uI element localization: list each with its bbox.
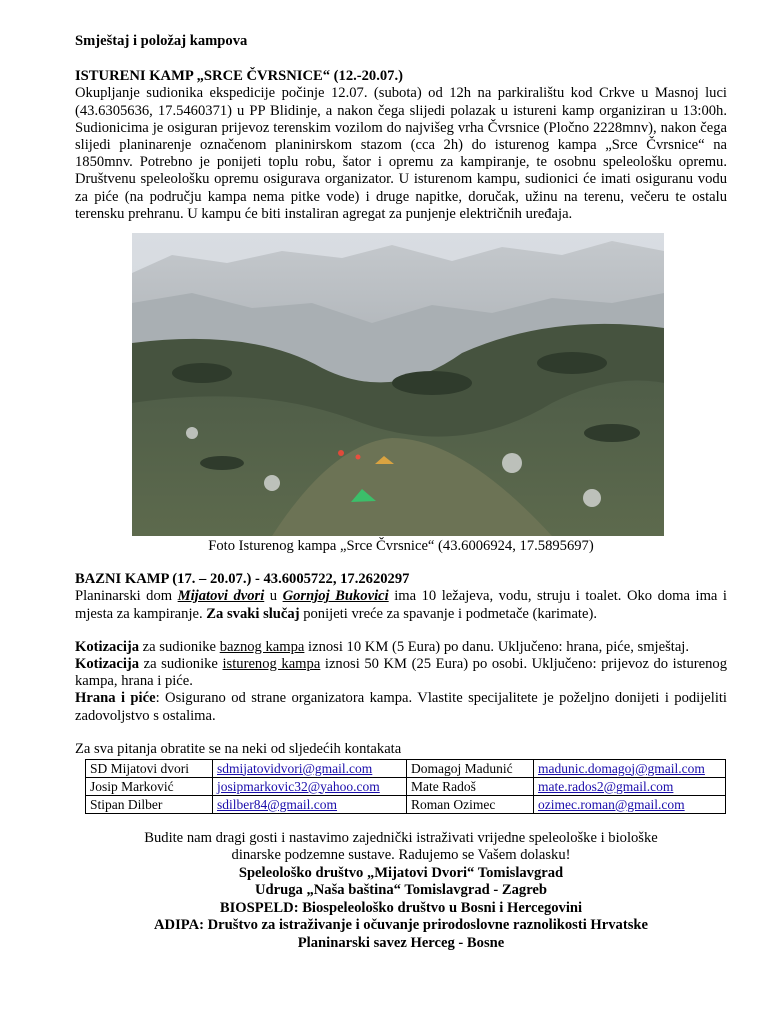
contact-email <box>213 796 407 814</box>
email-link[interactable]: madunic.domagoj@gmail.com <box>538 760 705 776</box>
footer-line: dinarske podzemne sustave. Radujemo se Vašem dolasku! <box>231 847 571 864</box>
camp-photo <box>132 233 664 536</box>
contact-email <box>534 778 726 796</box>
contact-name: Stipan Dilber <box>86 796 213 814</box>
contact-name: Josip Marković <box>86 778 213 796</box>
email-link[interactable]: sdmijatovidvori@gmail.com <box>217 760 373 776</box>
email-link[interactable]: josipmarkovic32@yahoo.com <box>217 778 380 794</box>
organizer-2: Udruga „Naša baština“ Tomislavgrad - Zagreb <box>254 882 548 899</box>
contact-name: SD Mijatovi dvori <box>86 760 213 778</box>
organizer-3: BIOSPELD: Biospeleološko društvo u Bosni i Hercegovini <box>219 899 583 916</box>
text-fragment: iznosi 10 KM (5 Eura) po danu. Uključeno: hrana, piće, smještaj. <box>304 638 690 655</box>
text-fragment: ponijeti vreće za spavanje i podmetače (karimate). <box>299 605 597 622</box>
text-fragment: ima 10 ležajeva, vodu, struju i toalet. Oko doma ima i mjesta za kampiranje. <box>75 588 727 622</box>
contact-email <box>534 796 726 814</box>
fee-base-camp <box>75 639 727 656</box>
text-fragment: za sudionike <box>139 638 220 655</box>
organizer-1: Speleološko društvo „Mijatovi Dvori“ Tomislavgrad <box>238 864 564 881</box>
contacts-table <box>85 759 726 814</box>
section-title: Smještaj i položaj kampova <box>75 33 248 49</box>
organizer-4: ADIPA: Društvo za istraživanje i očuvanje prirodoslovne raznolikosti Hrvatske <box>154 917 648 934</box>
text-fragment: za sudionike <box>139 656 223 673</box>
text-fragment: Planinarski dom <box>75 588 178 605</box>
food-label: Hrana i piće <box>75 690 156 707</box>
email-link[interactable]: sdilber84@gmail.com <box>217 796 338 812</box>
fee-label: Kotizacija <box>75 638 140 655</box>
table-row <box>86 778 726 796</box>
food-info <box>75 690 727 724</box>
text-fragment: u <box>264 588 283 605</box>
emphasis-text: Za svaki slučaj <box>206 605 300 622</box>
footer-line: Budite nam dragi gosti i nastavimo zajednički istraživati vrijedne speleološke i biološke <box>144 830 658 847</box>
contact-name: Roman Ozimec <box>407 796 534 814</box>
footer <box>75 830 727 952</box>
fee-outpost-camp <box>75 656 727 690</box>
text-fragment: iznosi 50 KM (25 Eura) po osobi. Uključeno: prijevoz do isturenog kampa, hrana i piće. <box>75 656 727 690</box>
contact-name: Mate Radoš <box>407 778 534 796</box>
camp1-heading: ISTURENI KAMP „SRCE ČVRSNICE“ (12.-20.07.) <box>75 68 403 85</box>
contacts-intro: Za sva pitanja obratite se na neki od sljedećih kontakata <box>75 740 402 757</box>
contact-name: Domagoj Madunić <box>407 760 534 778</box>
email-link[interactable]: ozimec.roman@gmail.com <box>538 796 685 812</box>
table-row <box>86 796 726 814</box>
email-link[interactable]: mate.rados2@gmail.com <box>538 778 674 794</box>
document-page <box>75 33 727 952</box>
outpost-camp-text: isturenog kampa <box>222 656 321 673</box>
base-camp-text: baznog kampa <box>219 638 305 655</box>
gornja-bukovica-text: Gornjoj Bukovici <box>282 588 389 605</box>
organizer-5: Planinarski savez Herceg - Bosne <box>297 934 505 951</box>
text-fragment: : Osigurano od strane organizatora kampa. Vlastite specijalitete je poželjno donijeti i podijeliti zadovoljstvo s ostalima. <box>75 690 727 724</box>
photo-caption: Foto Isturenog kampa „Srce Čvrsnice“ (43.6006924, 17.5895697) <box>208 538 594 555</box>
table-row <box>86 760 726 778</box>
mijatovi-dvori-text: Mijatovi dvori <box>177 588 265 605</box>
camp2-heading: BAZNI KAMP (17. – 20.07.) - 43.6005722, 17.2620297 <box>75 571 410 588</box>
camp2-description <box>75 588 727 622</box>
contact-email <box>213 760 407 778</box>
contact-email <box>213 778 407 796</box>
contact-email <box>534 760 726 778</box>
camp1-description: Okupljanje sudionika ekspedicije počinje 12.07. (subota) od 12h na parkiralištu kod Crkve u Masnoj luci (43.6305636, 17.5460371) u PP Blidinje, a nakon čega slijedi polazak u istureni kamp organiziran u 13:00h. Sudionicima je osiguran prijevoz terenskim vozilom do najvišeg vrha Čvrsnice (Pločno 2228mnv), nakon čega slijedi planinarenje označenom planinirskom stazom (cca 2h) do isturenog kampa „Srce Čvrsnice“ na 1850mnv. Potrebno je ponijeti toplu robu, šator i opremu za kampiranje, te osobnu speleološku opremu. Društvenu speleološku opremu osigurava organizator. U isturenom kampu, sudionici će imati osiguranu vodu za piće (na području kampa nema pitke vode) i druge napitke, doručak, užinu na terenu, večeru te ostalu terensku prehranu. U kampu će biti instaliran agregat za punjenje električnih uređaja. <box>75 85 727 222</box>
fee-label: Kotizacija <box>75 656 140 673</box>
